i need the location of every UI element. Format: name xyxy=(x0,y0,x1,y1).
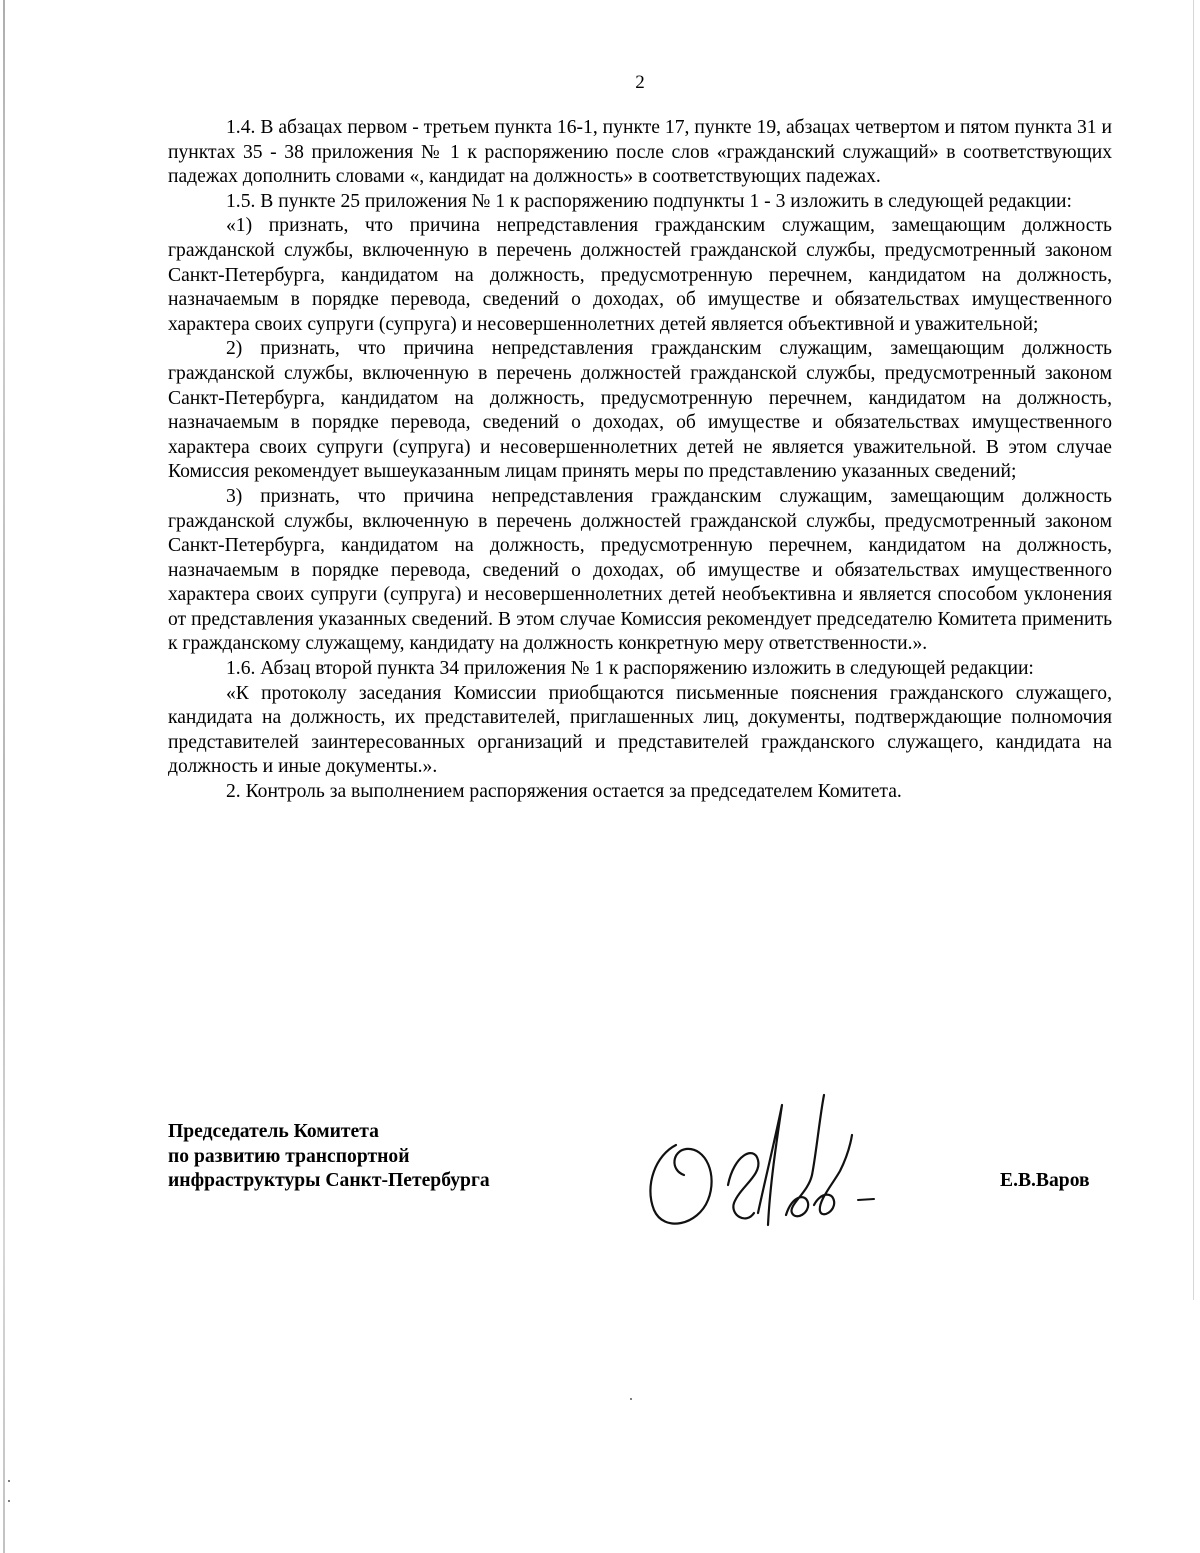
paragraph-subitem-3: 3) признать, что причина непредставления гражданским служащим, замещающим должность гражданской службы, включенную в перечень должностей гражданской службы, предусмотренный законом Санкт-Петербурга, кандидатом на должность, предусмотренную перечнем, кандидатом на должность, назначаемым в порядке перевода, сведений о доходах, об имуществе и обязательствах имущественного характера своих супруги (супруга) и несовершеннолетних детей необъективна и является способом уклонения от представления указанных сведений. В этом случае Комиссия рекомендует председателю Комитета применить к гражданскому служащему, кандидату на должность конкретную меру ответственности.». xyxy=(168,485,1112,655)
page-number: 2 xyxy=(635,72,645,93)
scan-speck xyxy=(630,1398,632,1400)
scan-edge-right xyxy=(1193,0,1194,1300)
handwritten-signature xyxy=(636,1075,896,1235)
scan-edge-left xyxy=(3,0,5,1553)
signatory-name: Е.В.Варов xyxy=(1000,1170,1090,1191)
document-body xyxy=(168,116,1112,805)
paragraph-1-5: 1.5. В пункте 25 приложения № 1 к распоряжению подпункты 1 - 3 изложить в следующей редакции: xyxy=(226,190,1072,212)
paragraph-2-control: 2. Контроль за выполнением распоряжения остается за председателем Комитета. xyxy=(226,781,902,803)
paragraph-quote-protocol: «К протоколу заседания Комиссии приобщаются письменные пояснения гражданского служащего, кандидата на должность, их представителей, приглашенных лиц, документы, подтверждающие полномочия представителей заинтересованных организаций и представителей гражданского служащего, кандидата на должность и иные документы.». xyxy=(168,682,1112,778)
signatory-title-line: по развитию транспортной xyxy=(168,1145,410,1167)
paragraph-1-6: 1.6. Абзац второй пункта 34 приложения № 1 к распоряжению изложить в следующей редакции: xyxy=(226,658,1034,680)
signatory-title-line: Председатель Комитета xyxy=(168,1121,379,1142)
paragraph-subitem-2: 2) признать, что причина непредставления гражданским служащим, замещающим должность гражданской службы, включенную в перечень должностей гражданской службы, предусмотренный законом Санкт-Петербурга, кандидатом на должность, предусмотренную перечнем, кандидатом на должность, назначаемым в порядке перевода, сведений о доходах, об имуществе и обязательствах имущественного характера своих супруги (супруга) и несовершеннолетних детей не является уважительной. В этом случае Комиссия рекомендует вышеуказанным лицам принять меры по представлению указанных сведений; xyxy=(168,338,1112,483)
scan-speck xyxy=(8,1500,10,1502)
paragraph-subitem-1: «1) признать, что причина непредставления гражданским служащим, замещающим должность гражданской службы, включенную в перечень должностей гражданской службы, предусмотренный законом Санкт-Петербурга, кандидатом на должность, предусмотренную перечнем, кандидатом на должность, назначаемым в порядке перевода, сведений о доходах, об имуществе и обязательствах имущественного характера своих супруги (супруга) и несовершеннолетних детей является объективной и уважительной; xyxy=(168,215,1112,335)
scan-speck xyxy=(8,1480,10,1482)
signatory-title xyxy=(168,1120,490,1194)
signatory-title-line: инфраструктуры Санкт-Петербурга xyxy=(168,1170,490,1192)
paragraph-1-4: 1.4. В абзацах первом - третьем пункта 16-1, пункте 17, пункте 19, абзацах четвертом и пятом пункта 31 и пунктах 35 - 38 приложения № 1 к распоряжению после слов «гражданский служащий» в соответствующих падежах дополнить словами «, кандидат на должность» в соответствующих падежах. xyxy=(168,117,1112,188)
